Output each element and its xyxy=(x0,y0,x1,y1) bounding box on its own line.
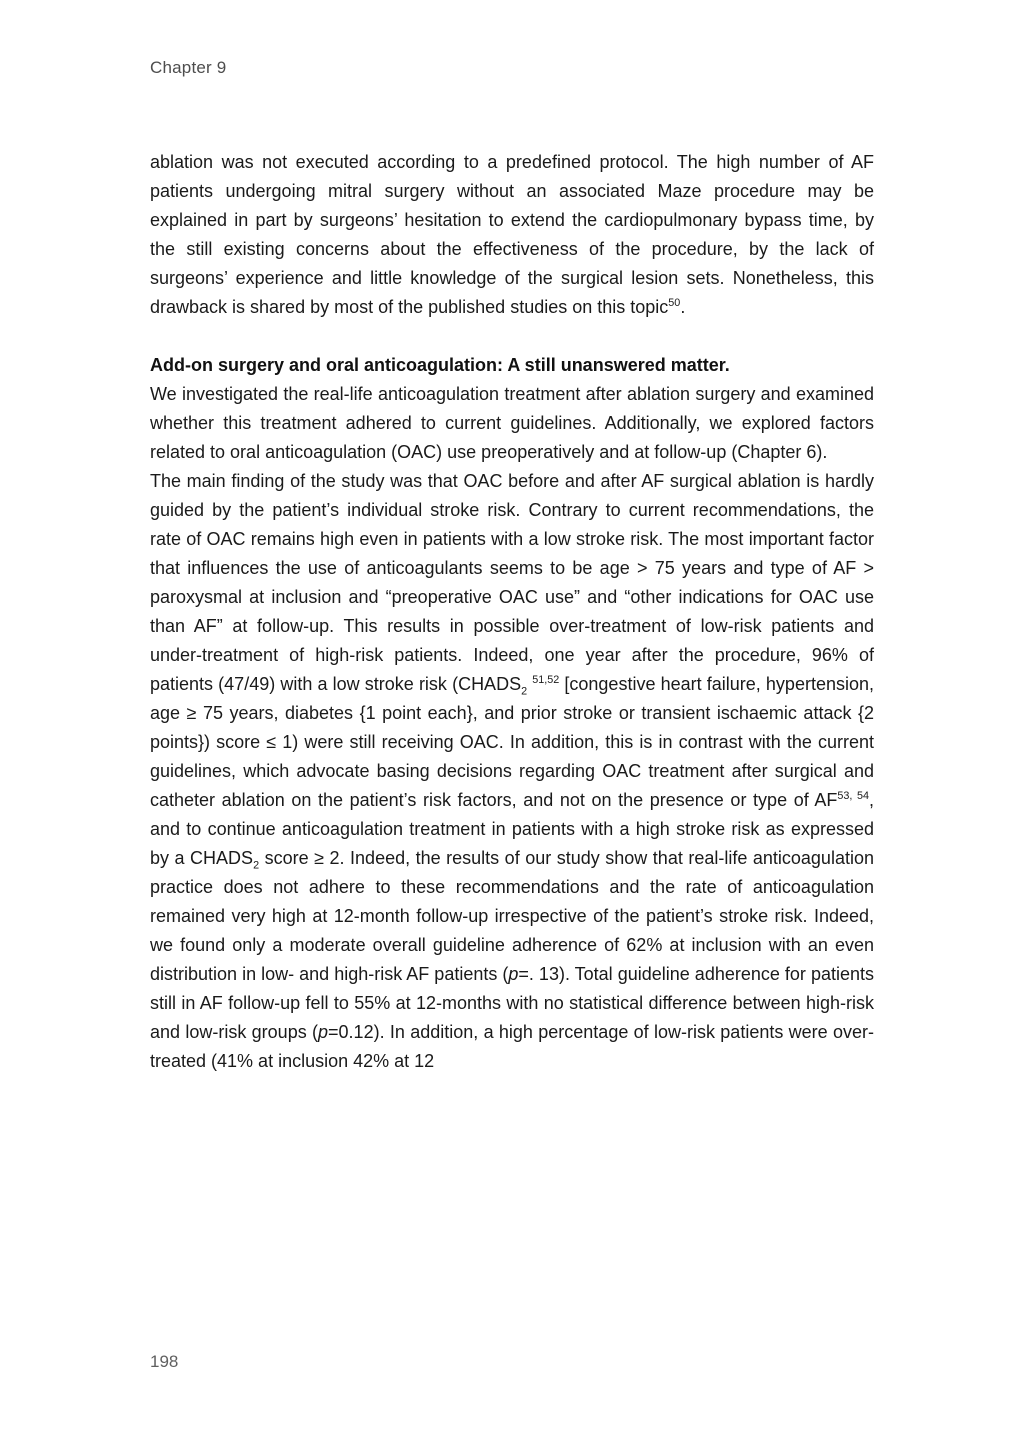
body-text xyxy=(150,148,874,1076)
chapter-header: Chapter 9 xyxy=(150,58,227,77)
paragraph-2: We investigated the real-life anticoagulation treatment after ablation surgery and examined whether this treatment adhered to current guidelines. Additionally, we explored factors related to oral anticoagulation (OAC) use preoperatively and at follow-up (Chapter 6). xyxy=(150,384,874,462)
paragraph-3: The main finding of the study was that OAC before and after AF surgical ablation is hardly guided by the patient’s individual stroke risk. Contrary to current recommendations, the rate of OAC remains high even in patients with a low stroke risk. The most important factor that influences the use of anticoagulants seems to be age > 75 years and type of AF > paroxysmal at inclusion and “preoperative OAC use” and “other indications for OAC use than AF” at follow-up. This results in possible over-treatment of low-risk patients and under-treatment of high-risk patients. Indeed, one year after the procedure, 96% of patients (47/49) with a low stroke risk ($CHADS_2$ $^{51,52}$ [congestive heart failure, hypertension, age ≥ 75 years, diabetes {1 point each}, and prior stroke or transient ischaemic attack {2 points}) score ≤ 1) were still receiving OAC. In addition, this is in contrast with the current guidelines, which advocate basing decisions regarding OAC treatment after surgical and catheter ablation on the patient’s risk factors, and not on the presence or type of AF$^{53, 54}$, and to continue anticoagulation treatment in patients with a high stroke risk as expressed by a $CHADS_2$ score ≥ 2. Indeed, the results of our study show that real-life anticoagulation practice does not adhere to these recommendations and the rate of anticoagulation remained very high at 12-month follow-up irrespective of the patient’s stroke risk. Indeed, we found only a moderate overall guideline adherence of 62% at inclusion with an even distribution in low- and high-risk AF patients (p=. 13). Total guideline adherence for patients still in AF follow-up fell to 55% at 12-months with no statistical difference between high-risk and low-risk groups (p=0.12). In addition, a high percentage of low-risk patients were over-treated (41% at inclusion 42% at 12 xyxy=(150,471,874,1071)
section-heading: Add-on surgery and oral anticoagulation: A still unanswered matter. xyxy=(150,355,730,375)
page-number: 198 xyxy=(150,1352,179,1371)
paragraph-continuation: ablation was not executed according to a predefined protocol. The high number of AF patients undergoing mitral surgery without an associated Maze procedure may be explained in part by surgeons’ hesitation to extend the cardiopulmonary bypass time, by the still existing concerns about the effectiveness of the procedure, by the lack of surgeons’ experience and little knowledge of the surgical lesion sets. Nonetheless, this drawback is shared by most of the published studies on this topic$^{50}$. xyxy=(150,152,874,317)
